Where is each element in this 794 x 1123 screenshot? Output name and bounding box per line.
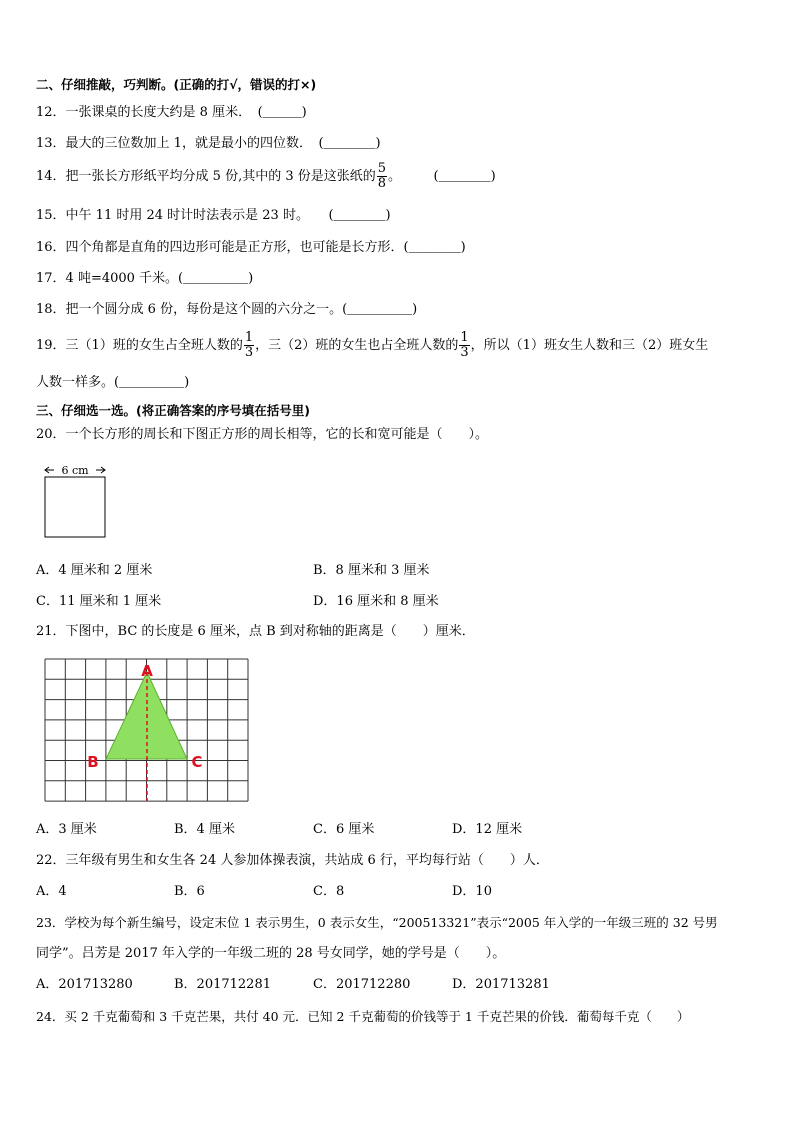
fraction-denominator: 3 — [460, 345, 469, 360]
q22-option-a[interactable]: A．4 — [36, 884, 67, 899]
question-12: 12．一张课桌的长度大约是 8 厘米． (＿＿＿) — [36, 105, 307, 120]
q20-option-c[interactable]: C．11 厘米和 1 厘米 — [36, 594, 162, 609]
fraction-denominator: 8 — [377, 176, 387, 191]
q21-option-c[interactable]: C．6 厘米 — [313, 822, 375, 837]
square-figure — [40, 460, 112, 540]
question-19-text-c: ，所以（1）班女生人数和三（2）班女生 — [470, 338, 709, 353]
section-3-heading: 三、仔细选一选。(将正确答案的序号填在括号里) — [36, 403, 310, 418]
grid-triangle-figure — [40, 655, 252, 805]
q23-option-d[interactable]: D．201713281 — [452, 977, 550, 992]
q20-option-d[interactable]: D．16 厘米和 8 厘米 — [313, 594, 439, 609]
question-13: 13．最大的三位数加上 1，就是最小的四位数． (＿＿＿＿) — [36, 136, 381, 151]
fraction-numerator: 1 — [460, 330, 469, 345]
q20-option-b[interactable]: B．8 厘米和 3 厘米 — [313, 563, 430, 578]
q21-option-b[interactable]: B．4 厘米 — [174, 822, 235, 837]
dimension-label: 6 cm — [61, 464, 89, 477]
fraction-numerator: 5 — [377, 161, 387, 176]
question-24: 24．买 2 千克葡萄和 3 千克芒果，共付 40 元．已知 2 千克葡萄的价钱等于 1 千克芒果的价钱．葡萄每千克（ ） — [36, 1009, 690, 1024]
q23-option-c[interactable]: C．201712280 — [313, 977, 411, 992]
question-23-line-1: 23．学校为每个新生编号，设定末位 1 表示男生，0 表示女生，“200513321”表示“2005 年入学的一年级三班的 32 号男 — [36, 915, 718, 930]
q21-option-a[interactable]: A．3 厘米 — [36, 822, 97, 837]
question-21: 21．下图中，BC 的长度是 6 厘米，点 B 到对称轴的距离是（ ）厘米． — [36, 624, 475, 639]
question-22: 22．三年级有男生和女生各 24 人参加体操表演，共站成 6 行，平均每行站（ ）人． — [36, 853, 549, 868]
question-20: 20．一个长方形的周长和下图正方形的周长相等，它的长和宽可能是（ ）。 — [36, 427, 489, 442]
question-19-text-a: 19．三（1）班的女生占全班人数的 — [36, 338, 243, 353]
vertex-label-c: C — [191, 753, 203, 771]
question-14 — [36, 162, 496, 191]
q20-option-a[interactable]: A．4 厘米和 2 厘米 — [36, 563, 153, 578]
square — [45, 477, 105, 537]
q21-option-d[interactable]: D．12 厘米 — [452, 822, 523, 837]
question-18: 18．把一个圆分成 6 份，每份是这个圆的六分之一。(＿＿＿＿＿) — [36, 302, 418, 317]
fraction-numerator: 1 — [244, 330, 254, 345]
section-2-heading: 二、仔细推敲，巧判断。(正确的打√，错误的打×) — [36, 77, 317, 92]
q23-option-b[interactable]: B．201712281 — [174, 977, 271, 992]
question-14-text: 14．把一张长方形纸平均分成 5 份,其中的 3 份是这张纸的 — [36, 169, 376, 184]
question-16: 16．四个角都是直角的四边形可能是正方形，也可能是长方形．(＿＿＿＿) — [36, 240, 466, 255]
vertex-label-b: B — [87, 753, 99, 771]
fraction — [377, 162, 387, 191]
question-17: 17．4 吨=4000 千米。(＿＿＿＿＿) — [36, 271, 254, 286]
q23-option-a[interactable]: A．201713280 — [36, 977, 133, 992]
question-23-line-2: 同学”。吕芳是 2017 年入学的一年级二班的 28 号女同学，她的学号是（ ）。 — [36, 946, 506, 961]
q22-option-c[interactable]: C．8 — [313, 884, 345, 899]
vertex-label-a: A — [141, 662, 153, 680]
question-19 — [36, 331, 708, 360]
q22-option-d[interactable]: D．10 — [452, 884, 492, 899]
q22-option-b[interactable]: B．6 — [174, 884, 205, 899]
fraction-denominator: 3 — [244, 345, 254, 360]
question-15: 15．中午 11 时用 24 时计时法表示是 23 时。 (＿＿＿＿) — [36, 208, 391, 223]
question-19-line-2: 人数一样多。(＿＿＿＿＿) — [36, 375, 190, 390]
fraction — [459, 331, 469, 360]
fraction — [244, 331, 254, 360]
question-14-answer: 。 (＿＿＿＿) — [388, 169, 496, 184]
question-19-text-b: ，三（2）班的女生也占全班人数的 — [255, 338, 459, 353]
